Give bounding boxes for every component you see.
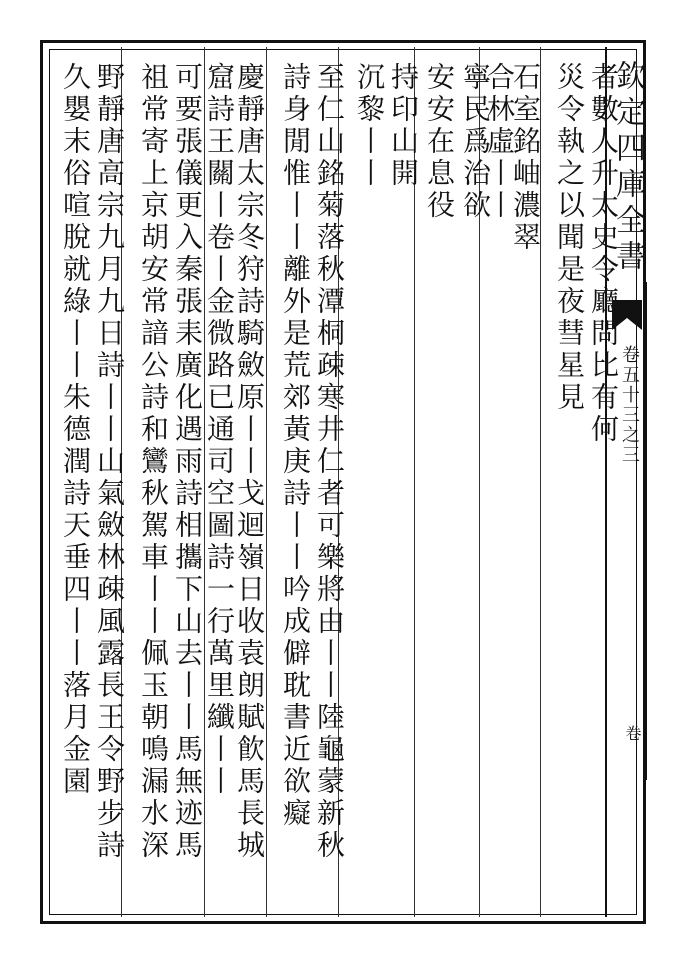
- text-column-15: 野靜唐高宗九月九日詩丨丨山氣斂林疎風露長王令野步詩: [93, 62, 126, 862]
- text-column-8: 沉黎丨丨: [353, 62, 386, 190]
- page-label: 卷: [623, 725, 642, 742]
- text-column-6: 安安在息役: [423, 62, 456, 222]
- text-column-3: 石室銘岫濃翠: [509, 62, 542, 254]
- text-column-1: 者數人升太史令廳問比有何: [587, 62, 620, 446]
- section-label: 卷五十三之三: [619, 345, 640, 465]
- edition-title: 欽定四庫全書: [610, 60, 645, 276]
- text-column-9: 至仁山銘菊落秋潭桐疎寒井仁者可樂將由丨丨陸龜蒙新秋: [313, 62, 346, 862]
- text-column-2: 災令執之以聞是夜彗星見: [553, 62, 586, 414]
- text-column-12: 窟詩王關丨卷丨金微路已通司空圖詩一行萬里纖丨丨: [203, 62, 236, 798]
- text-column-16: 久嬰末俗喧脫就綠丨丨朱德潤詩天垂四丨丨落月金園: [59, 62, 92, 798]
- text-column-7: 持印山開: [387, 62, 420, 190]
- text-column-5: 寧民爲治欲: [459, 62, 492, 222]
- text-column-13: 可要張儀更入秦張耒廣化遇雨詩相攜下山去丨丨馬無迹馬: [171, 62, 204, 862]
- text-column-10: 詩身閒惟丨丨離外是荒郊黃庚詩丨丨吟成僻耽書近欲癡: [279, 62, 312, 830]
- text-column-4: 合林虛丨丨: [483, 62, 516, 222]
- scan-edge-mark: [643, 282, 647, 780]
- text-column-14: 祖常寄上京胡安常諳公詩和鸞秋駕車丨丨佩玉朝鳴漏水深: [137, 62, 170, 862]
- text-column-11: 慶靜唐太宗冬狩詩騎斂原丨丨戈迴嶺日收袁朗賦飮馬長城: [233, 62, 266, 862]
